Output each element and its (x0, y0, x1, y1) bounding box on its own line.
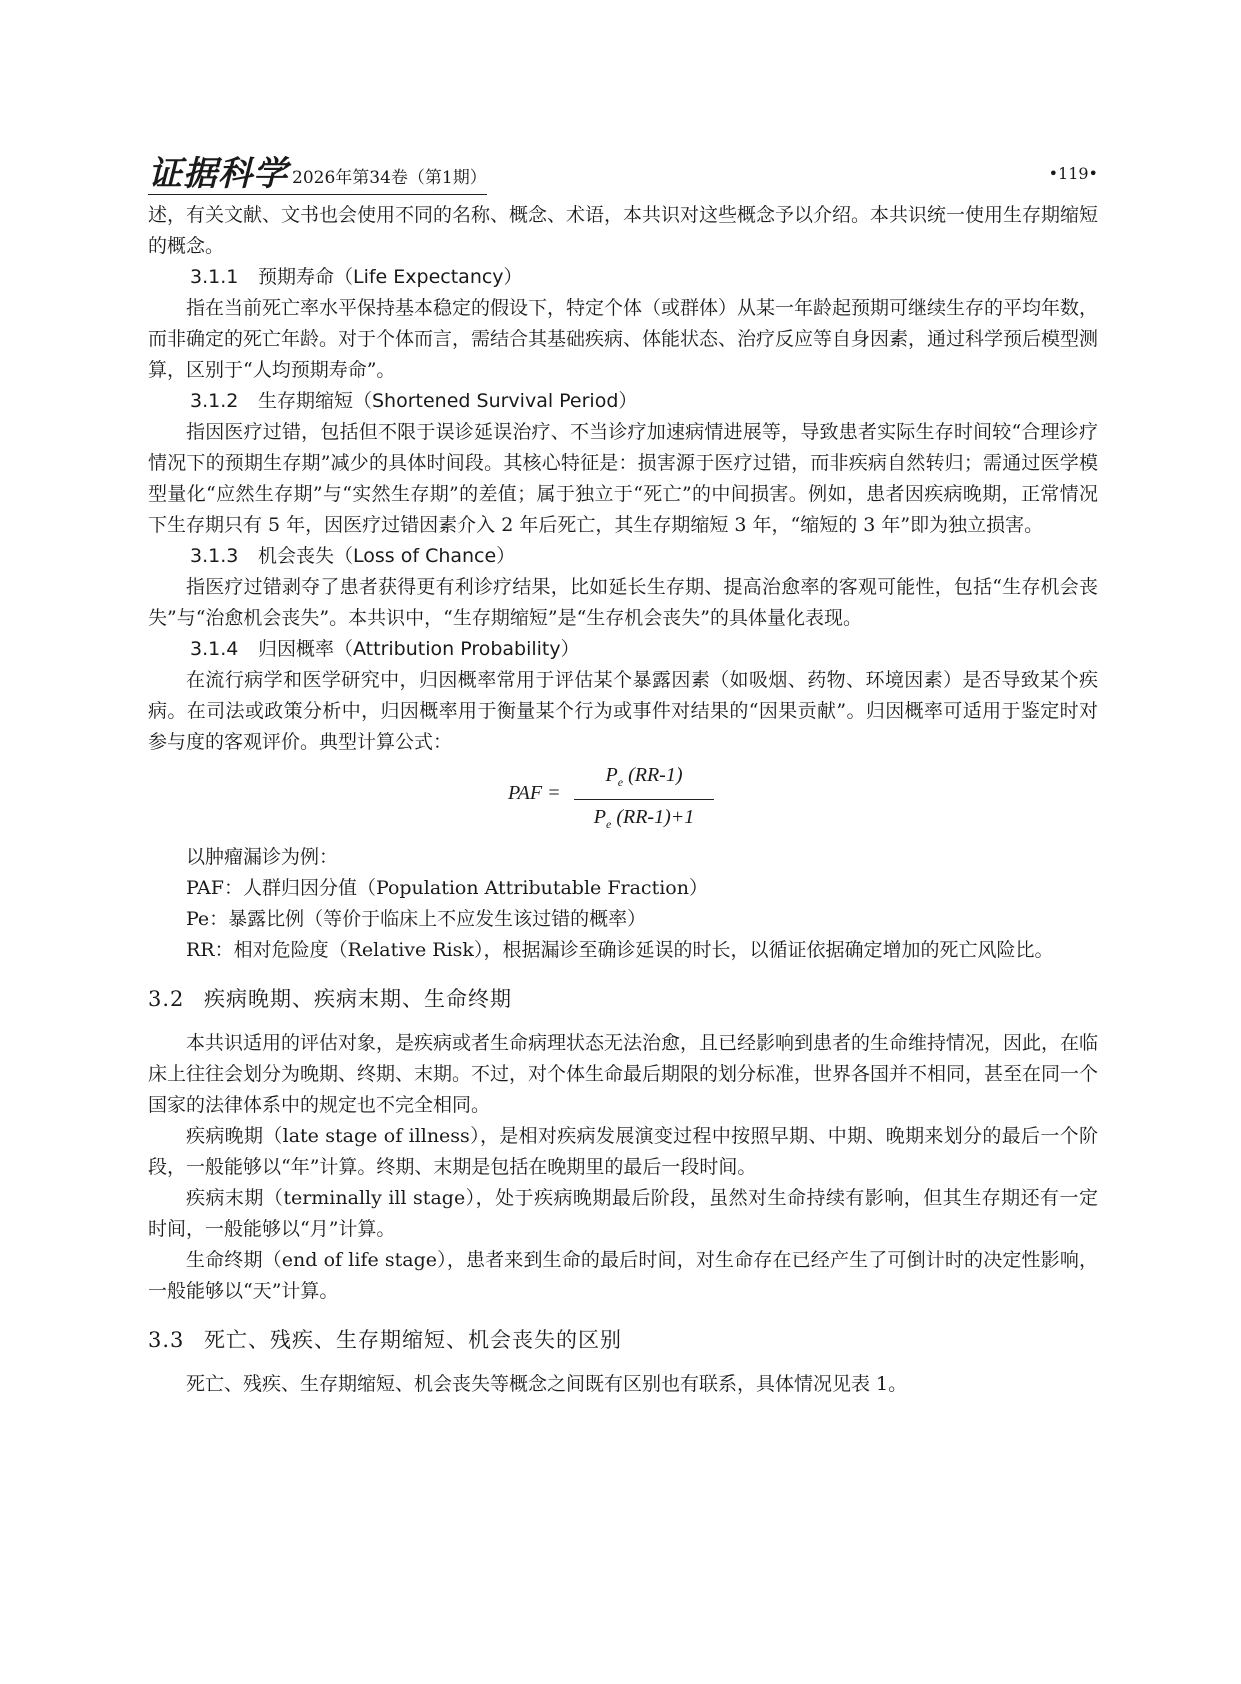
page-body (148, 200, 1098, 1400)
paragraph: 生命终期（end of life stage），患者来到生命的最后时间，对生命存在已经产生了可倒计时的决定性影响，一般能够以“天”计算。 (148, 1249, 1098, 1302)
subsection-heading-3-1-3 (148, 541, 1098, 572)
running-header (148, 152, 1098, 198)
section-number: 3.1.2 (190, 390, 239, 412)
denominator-rest: (RR-1)+1 (611, 806, 695, 828)
formula-denominator (574, 802, 714, 839)
fraction-bar (574, 799, 714, 800)
paragraph: Pe：暴露比例（等价于临床上不应发生该过错的概率） (186, 908, 647, 930)
paragraph: 本共识适用的评估对象，是疾病或者生命病理状态无法治愈，且已经影响到患者的生命维持情况，因此，在临床上往往会划分为晚期、终期、末期。不过，对个体生命最后期限的划分标准，世界各国并不相同，甚至在同一个国家的法律体系中的规定也不完全相同。 (148, 1032, 1099, 1116)
section-number: 3.1.3 (190, 545, 239, 567)
paragraph: 述，有关文献、文书也会使用不同的名称、概念、术语，本共识对这些概念予以介绍。本共识统一使用生存期缩短的概念。 (148, 204, 1099, 257)
subscript-e: e (605, 817, 612, 831)
section-heading-3-2 (148, 984, 1098, 1014)
section-title: 机会丧失（Loss of Chance） (258, 545, 516, 567)
section-title: 生存期缩短（Shortened Survival Period） (258, 390, 638, 412)
paragraph: 指医疗过错剥夺了患者获得更有利诊疗结果，比如延长生存期、提高治愈率的客观可能性，包括“生存机会丧失”与“治愈机会丧失”。本共识中，“生存期缩短”是“生存机会丧失”的具体量化表现。 (148, 576, 1098, 629)
section-number: 3.2 (148, 987, 185, 1011)
section-number: 3.1.4 (190, 638, 239, 660)
section-heading-3-3 (148, 1325, 1098, 1355)
numerator-rest: (RR-1) (623, 764, 683, 786)
paragraph: 死亡、残疾、生存期缩短、机会丧失等概念之间既有区别也有联系，具体情况见表 1。 (186, 1373, 908, 1395)
subsection-heading-3-1-4 (148, 634, 1098, 665)
paragraph: 指在当前死亡率水平保持基本稳定的假设下，特定个体（或群体）从某一年龄起预期可继续生存的平均年数，而非确定的死亡年龄。对于个体而言，需结合其基础疾病、体能状态、治疗反应等自身因素，通过科学预后模型测算，区别于“人均预期寿命”。 (148, 297, 1099, 381)
paragraph: 以肿瘤漏诊为例： (186, 846, 339, 868)
paragraph: RR：相对危险度（Relative Risk），根据漏诊至确诊延误的时长，以循证依据确定增加的死亡风险比。 (186, 939, 1054, 961)
section-title: 死亡、残疾、生存期缩短、机会丧失的区别 (204, 1328, 622, 1352)
paragraph: 指因医疗过错，包括但不限于误诊延误治疗、不当诊疗加速病情进展等，导致患者实际生存时间较“合理诊疗情况下的预期生存期”减少的具体时间段。其核心特征是：损害源于医疗过错，而非疾病自然转归；需通过医学模型量化“应然生存期”与“实然生存期”的差值；属于独立于“死亡”的中间损害。例如，患者因疾病晚期，正常情况下生存期只有 5 年，因医疗过错因素介入 2 年后死亡，其生存期缩短 3 年，“缩短的 3 年”即为独立损害。 (148, 421, 1098, 536)
section-number: 3.1.1 (190, 266, 239, 288)
paragraph: 在流行病学和医学研究中，归因概率常用于评估某个暴露因素（如吸烟、药物、环境因素）是否导致某个疾病。在司法或政策分析中，归因概率用于衡量某个行为或事件对结果的“因果贡献”。归因概率可适用于鉴定时对参与度的客观评价。典型计算公式： (148, 669, 1098, 753)
section-title: 疾病晚期、疾病末期、生命终期 (204, 987, 512, 1011)
paragraph: 疾病晚期（late stage of illness），是相对疾病发展演变过程中按照早期、中期、晚期来划分的最后一个阶段，一般能够以“年”计算。终期、末期是包括在晚期里的最后一段时间。 (148, 1125, 1098, 1178)
section-title: 归因概率（Attribution Probability） (258, 638, 580, 660)
subsection-heading-3-1-2 (148, 386, 1098, 417)
paf-formula (148, 760, 1098, 838)
paragraph: 疾病末期（terminally ill stage），处于疾病晚期最后阶段，虽然对生命持续有影响，但其生存期还有一定时间，一般能够以“月”计算。 (148, 1187, 1098, 1240)
section-number: 3.3 (148, 1328, 185, 1352)
issue-info: 2026年第34卷（第1期） (292, 168, 487, 188)
section-title: 预期寿命（Life Expectancy） (258, 266, 523, 288)
subscript-e: e (617, 775, 624, 789)
symbol-p: P (593, 806, 606, 828)
subsection-heading-3-1-1 (148, 262, 1098, 293)
journal-logo: 证据科学 (148, 154, 288, 194)
formula-numerator (574, 760, 714, 797)
formula-lhs: PAF = (508, 782, 561, 804)
paragraph: PAF：人群归因分值（Population Attributable Fraction） (186, 877, 708, 899)
symbol-p: P (605, 764, 618, 786)
page-number: •119• (1048, 164, 1098, 183)
journal-masthead (148, 152, 487, 195)
formula-fraction (574, 760, 714, 839)
